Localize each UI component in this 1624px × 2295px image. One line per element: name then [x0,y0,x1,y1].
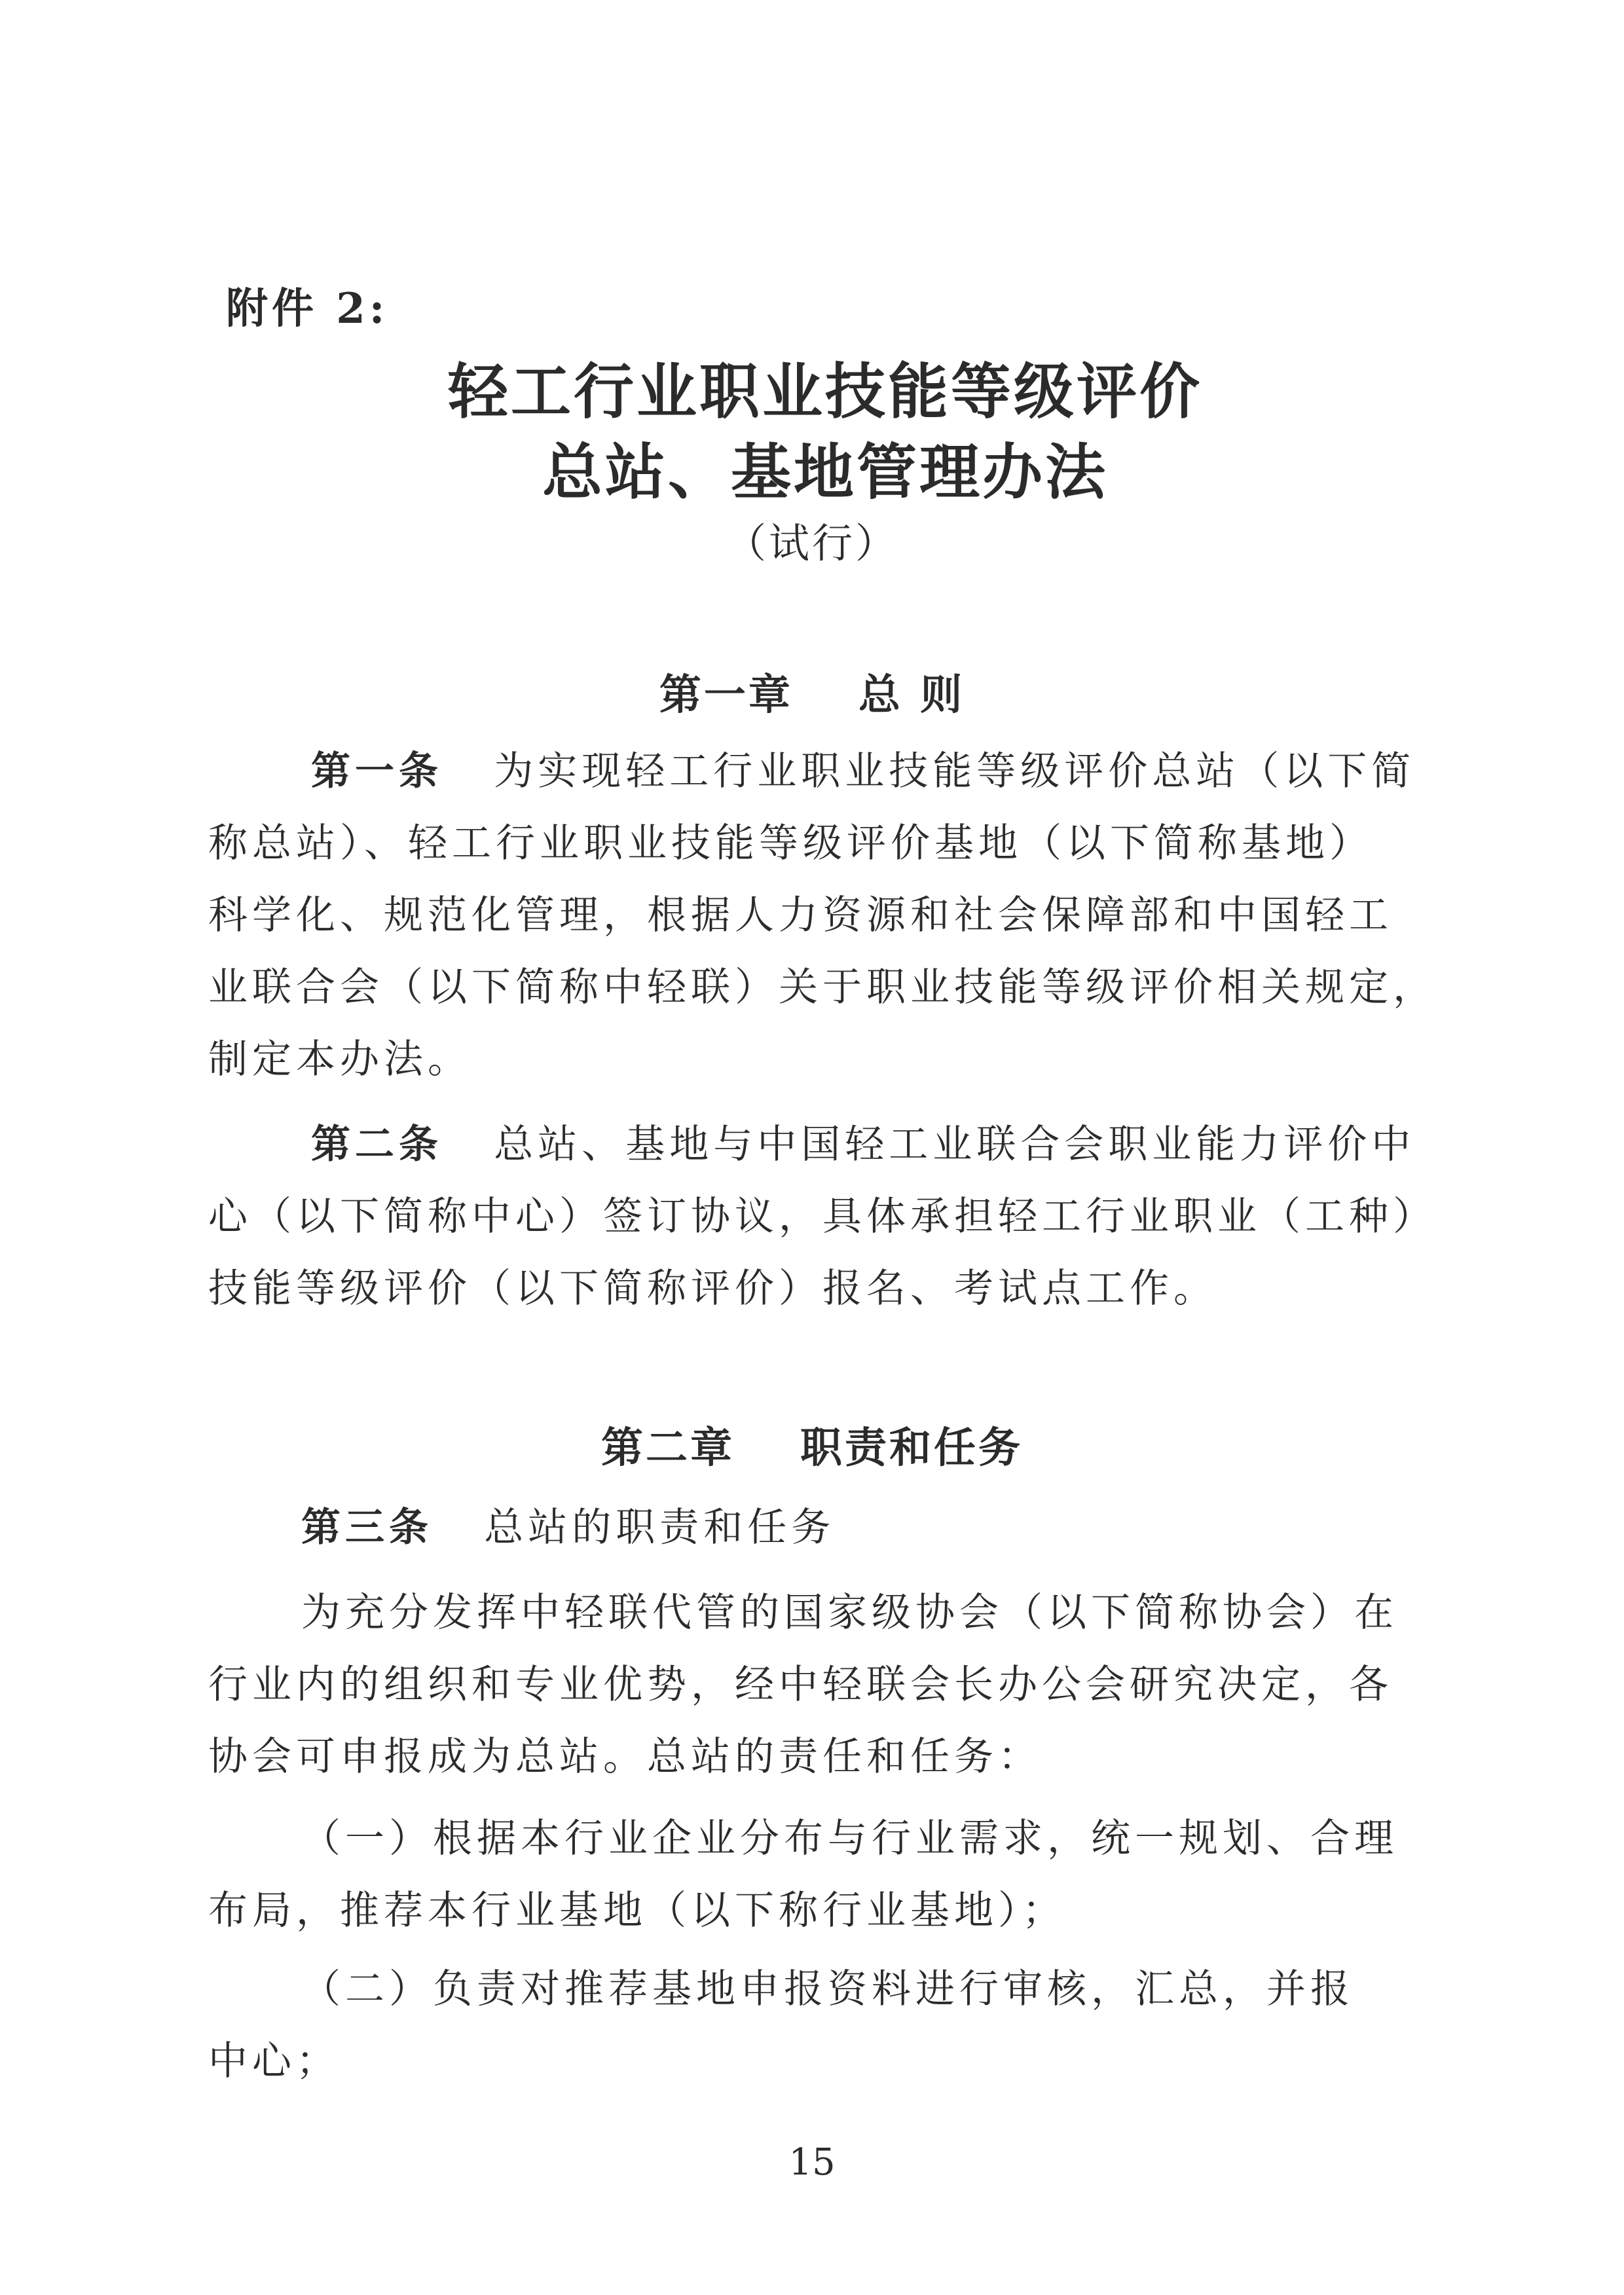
article-3-item2-line1: （二）负责对推荐基地申报资料进行审核，汇总，并报 [301,1966,1354,2012]
chapter-2-name: 职责和任务 [800,1423,1023,1473]
article-2-line1: 第二条 总站、基地与中国轻工业联合会职业能力评价中 [311,1122,1416,1167]
document-subtitle: （试行） [725,519,898,567]
article-2-line3: 技能等级评价（以下简称评价）报名、考试点工作。 [208,1266,1217,1312]
article-2-line2: 心（以下简称中心）签订协议，具体承担轻工行业职业（工种） [208,1194,1437,1239]
article-3-label: 第三条 [301,1505,433,1551]
article-3-item1-line1: （一）根据本行业企业分布与行业需求，统一规划、合理 [301,1816,1398,1862]
chapter-1-heading [0,661,1624,722]
article-1-line5: 制定本办法。 [208,1037,471,1082]
article-2-label: 第二条 [311,1122,443,1167]
article-3-para-line3: 协会可申报成为总站。总站的责任和任务： [208,1734,1042,1780]
article-1-label: 第一条 [311,748,443,794]
document-title-line2: 总站、基地管理办法 [542,437,1108,507]
article-3-item1-line2: 布局，推荐本行业基地（以下称行业基地）； [208,1888,1066,1934]
article-3-para-line1: 为充分发挥中轻联代管的国家级协会（以下简称协会）在 [301,1590,1398,1636]
chapter-2-number: 第二章 [601,1423,735,1473]
article-3-para-line2: 行业内的组织和专业优势，经中轻联会长办公会研究决定，各 [208,1662,1393,1708]
article-1-line2: 称总站）、轻工行业职业技能等级评价基地（以下简称基地） [208,820,1373,866]
page-number: 15 [788,2141,836,2184]
attachment-label: 附件 2: [226,284,389,333]
article-3-heading: 第三条 总站的职责和任务 [301,1505,836,1551]
chapter-1-number: 第一章 [659,670,793,720]
article-1-line4: 业联合会（以下简称中轻联）关于职业技能等级评价相关规定， [208,964,1437,1010]
document-title-line1: 轻工行业职业技能等级评价 [447,356,1202,427]
chapter-1-name: 总 则 [858,670,965,720]
article-3-item2-line2: 中心； [208,2038,340,2084]
article-1-line1: 第一条 为实现轻工行业职业技能等级评价总站（以下简 [311,748,1416,794]
chapter-2-heading [0,1414,1624,1475]
article-1-line3: 科学化、规范化管理，根据人力资源和社会保障部和中国轻工 [208,892,1393,938]
